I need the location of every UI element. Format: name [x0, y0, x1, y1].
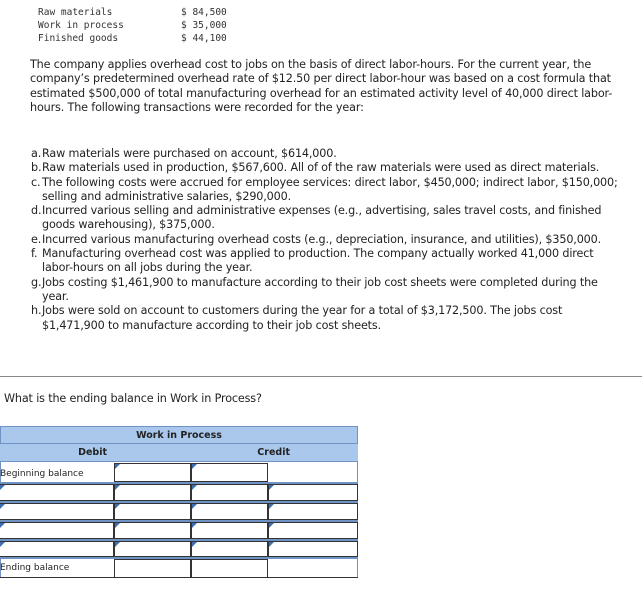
transaction-text: Jobs costing $1,461,900 to manufacture according to their job cost sheets were completed during the year. [42, 275, 598, 303]
entry-3-right-label-input[interactable] [268, 522, 358, 539]
balance-row [38, 32, 261, 45]
transaction-item [31, 176, 623, 205]
transaction-item [31, 147, 623, 161]
entry-2-right-label-input[interactable] [268, 503, 358, 520]
entry-1-right-label-input[interactable] [268, 484, 358, 501]
credit-header: Credit [179, 444, 358, 462]
transaction-item [31, 276, 623, 305]
beginning-credit-input[interactable] [191, 463, 268, 482]
transaction-text: Jobs were sold on account to customers during the year for a total of $3,172,500. The jobs cost $1,471,900 to manufacture according to their job cost sheets. [42, 304, 563, 332]
entry-4-credit-input[interactable] [191, 541, 268, 557]
transaction-text: Incurred various selling and administrative expenses (e.g., advertising, sales travel costs, and finished goods warehousing), $375,000. [42, 204, 602, 232]
balance-name: Work in process [38, 20, 124, 31]
account-balances [38, 6, 261, 45]
entry-4-right-label-input[interactable] [268, 541, 358, 557]
transaction-item [31, 161, 623, 175]
transaction-letter: h. [31, 304, 42, 318]
balance-amount: $ 84,500 [181, 7, 227, 18]
entry-1-credit-input[interactable] [191, 484, 268, 501]
t-account-work-in-process [0, 426, 358, 578]
transaction-letter: f. [31, 247, 38, 261]
ending-debit-input[interactable] [114, 559, 191, 578]
balance-amount: $ 35,000 [181, 20, 227, 31]
entry-2-debit-input[interactable] [114, 503, 191, 520]
entry-2-left-label-input[interactable] [0, 503, 114, 520]
transaction-text: Incurred various manufacturing overhead costs (e.g., depreciation, insurance, and utilities), $350,000. [42, 232, 602, 246]
transaction-item [31, 233, 623, 247]
section-divider [0, 376, 642, 377]
transaction-letter: g. [31, 275, 42, 289]
transaction-letter: c. [31, 175, 41, 189]
entry-3-left-label-input[interactable] [0, 522, 114, 539]
transaction-letter: b. [31, 161, 42, 175]
balance-row [38, 19, 261, 32]
entry-1-debit-input[interactable] [114, 484, 191, 501]
ending-credit-input[interactable] [191, 559, 268, 578]
transaction-text: Raw materials used in production, $567,600. All of of the raw materials were used as direct materials. [42, 161, 600, 175]
balance-amount: $ 44,100 [181, 33, 227, 44]
ending-balance-label: Ending balance [0, 563, 70, 573]
balance-name: Raw materials [38, 7, 113, 18]
transaction-text: Manufacturing overhead cost was applied to production. The company actually worked 41,000 direct labor-hours on all jobs during the year. [42, 247, 594, 275]
transaction-list [31, 147, 623, 333]
entry-1-left-label-input[interactable] [0, 484, 114, 501]
transaction-letter: a. [31, 147, 42, 160]
transaction-text: The following costs were accrued for employee services: direct labor, $450,000; indirect labor, $150,000; selling and administrative salaries, $290,000. [42, 175, 618, 203]
entry-3-credit-input[interactable] [191, 522, 268, 539]
t-account-title: Work in Process [0, 426, 358, 444]
entry-4-left-label-input[interactable] [0, 541, 114, 557]
balance-name: Finished goods [38, 33, 119, 44]
balance-row [38, 6, 261, 19]
transaction-letter: e. [31, 232, 42, 246]
intro-paragraph: The company applies overhead cost to jobs on the basis of direct labor-hours. For the current year, the company’s predetermined overhead rate of $12.50 per direct labor-hour was based on a cost formula that estimated $500,000 of total manufacturing overhead for an estimated activity level of 40,000 direct labor-hours. The following transactions were recorded for the year: [30, 58, 613, 114]
entry-2-credit-input[interactable] [191, 503, 268, 520]
entry-3-debit-input[interactable] [114, 522, 191, 539]
transaction-item [31, 247, 623, 276]
transaction-letter: d. [31, 204, 42, 218]
beginning-balance-label: Beginning balance [0, 469, 84, 479]
bottom-border [0, 577, 358, 578]
transaction-item [31, 204, 623, 233]
question-text: What is the ending balance in Work in Process? [4, 392, 262, 405]
debit-header: Debit [0, 444, 179, 462]
transaction-text: Raw materials were purchased on account, $614,000. [42, 147, 337, 160]
transaction-item [31, 304, 623, 333]
entry-4-debit-input[interactable] [114, 541, 191, 557]
beginning-debit-input[interactable] [114, 463, 191, 482]
